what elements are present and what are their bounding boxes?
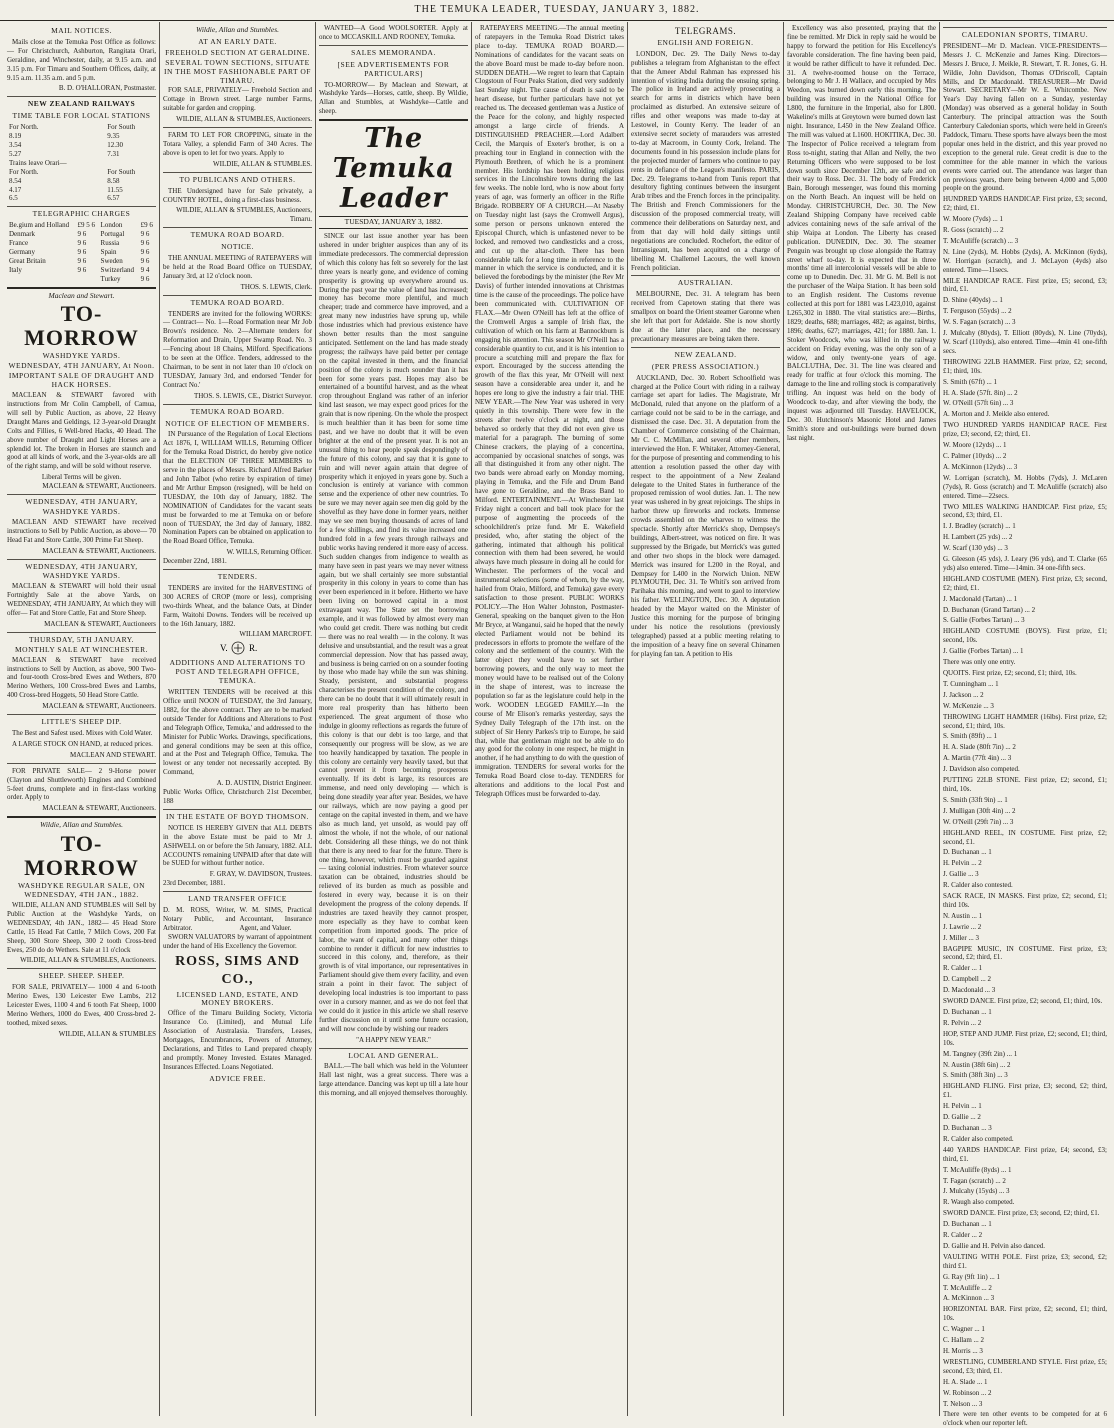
col2-firm-sign-1: WILDIE, ALLAN & STUMBLES, Auctioneers. xyxy=(176,115,312,124)
sports-result-line: J. Macdonald (Tartan) ... 1 xyxy=(943,594,1018,603)
local-news-text: RATEPAYERS MEETING.—The annual meeting of ratepayers in the Temuka Road District takes place to-day. TEMUKA ROAD BOARD.—Nominations of candidates for the vacant seats on the above Board must be made to-day before noon. SUDDEN DEATH.—We regret to learn that Captain Clogstoun of Four Peaks Station, died very suddenly last Sunday night. The cause of death is said to be heart disease, but further particulars have not yet reached us. The deceased gentleman was a Justice of the Peace for the colony, and highly respected amongst a large circle of friends. A DISTINGUISHED PREACHER.—Lord Adalbert Cecil, the Marquis of Exeter's brother, is on a preaching tour in England in connection with the Plymouth Brethren, of which he is a prominent member. His lordship has been holding religious services in the Lincolnshire towns during the last few weeks. The noble lord, who is now about forty years of age, was formerly an officer in the Rifle Brigade. ROBBERY OF A CHURCH.—At Naseby on Tuesday night last (says the Cromwell Argus), some person or persons unknown entered the Episcopal Church, which is unfastened never to be locked, and removed two candlesticks and a cross, and cut up the altar-cloth. There has been considerable talk for a long time in reference to the manner in which the service is conducted, and it is believed the forebodings by the minister (the Rev Mr Davis) of further intended innovations at Christmas time is the cause of the proceedings. The police have been communicated with. CULTIVATION OF FLAX.—Mr Owen O'Neill has left at the office of the Cromwell Argus a sample of Irish flax, the cultivation of which on his farm at Bannockburn is engaging his attention. This season Mr O'Neill has a considerable quantity to cut, and it is his intention to procure a scutching mill and prepare the flax for export. Encouraged by the success attending the growth of the flax this year, Mr O'Neill will next season have a considerable area under it, and he hopes ere long to give the industry a fair trial. THE NEW YEAR.—The New Year was ushered in very quietly in this township. There were few in the streets after twelve o'clock at night, and those behaved so orderly that they did not even give us material for a paragraph. The burning of some Chinese crackers, the playing of a concertina, accompanied by occasional snatches of songs, was all that distinguished it from any other night. The two bands were abroad early on Monday morning, playing in Temuka, and the Fife and Drum Band have gone to Geraldine, and the Brass Band to Milford. ENTERTAINMENT.—At Winchester last Friday night a concert and ball took place for the purpose of augmenting the proceeds of the schoolchildren's prize fund. Mr E. Wakefield presided, who, after stating the object of the gathering, intimated that although his political connection with them had been severed, he would always have much pleasure in doing all he could for Winchester. The performers of the vocal and instrumental selections (some of whom, by the way, hailed from Otaio, Milford, and Temuka) gave every satisfaction to those present. PUBLIC WORKS POLICY.—The Hon Walter Johnston, Postmaster-General, speaking on the banquet given to the Hon Mr Bryce, at Wanganui, said he hoped that the newly elected Parliament would not be behind its predecessors in efforts to promote the welfare of the colony and the settlement of the country. With the latter object they would have to set further borrowing powers, and the only way to meet the money would have to be realised out of the Colony in the shape of interest, was to increase the population so far as the legislature could help in the work. WOODEN LEGGED FAMILY.—In the course of Mr Elison's remarks yesterday, says the Sydney Daily Telegraph of the 17th inst. on the subject of Sir Henry Parkes's trip to Europe, he said that, while that gentleman might not be able to do any good for the colony in one respect, he might in another, if he had anything to do with the question of immigration. TENDERS for several works for the Temuka Road Board close to-day. TENDERS for alterations and additions to the local Post and Telegraph Offices must be forwarded to-day. xyxy=(475,24,624,798)
sports-result-line: D. Buchanan (Grand Tartan) ... 2 xyxy=(943,605,1036,614)
telegraph-charge-row xyxy=(7,230,156,239)
sports-result-line: D. Buchanan ... 1 xyxy=(943,1220,992,1229)
sports-result-line: J. Mulcahy (15yds) ... 3 xyxy=(943,1187,1010,1196)
sports-result-line: J. Davidson also competed. xyxy=(943,765,1020,774)
clerk-sign: THOS. S. LEWIS, Clerk. xyxy=(240,282,312,291)
estate-heading: IN THE ESTATE OF BOYD THOMSON. xyxy=(166,811,309,821)
telegraph-charge-cell: 9 6 xyxy=(77,256,87,265)
wanted-ad: WANTED—A Good WOOLSORTER. Apply at once to MCCASKILL AND ROONEY, Temuka. xyxy=(319,24,468,41)
sports-result-line: S. Smith (38ft 3in) ... 3 xyxy=(943,1071,1008,1080)
publicans-heading: TO PUBLICANS AND OTHERS. xyxy=(179,174,296,184)
masthead: THE TEMUKA LEADER, TUESDAY, JANUARY 3, 1882. xyxy=(0,0,1114,21)
telegraph-charge-cell: £9 6 xyxy=(140,221,153,230)
ross-sims-heading: ROSS, SIMS AND CO., xyxy=(175,953,300,987)
rail-timetable-cell: 11.55 xyxy=(107,185,123,194)
telegraphic-charges-table xyxy=(7,221,156,283)
rail-timetable xyxy=(7,123,156,203)
telegraph-charge-row xyxy=(7,248,156,257)
tomorrow-heading: TO-MORROW xyxy=(24,301,139,351)
newspaper-page xyxy=(4,22,1110,1428)
telegraph-charge-row xyxy=(7,275,156,284)
sports-result-line: W. O'Neill (29ft 7in) ... 3 xyxy=(943,817,1014,826)
sports-result-line: J. Gallie (Forbes Tartan) ... 1 xyxy=(943,647,1024,656)
new-zealand-text: AUCKLAND, Dec. 30. Robert Schoolfield was charged at the Police Court with riding in a railway carriage set apart for ladies. The Magistrate, Mr McDonald, ruled that anyone on the platform of a carriage could not be said to be in the carriage, and dismissed the case. Dec. 31. A deputation from the Chamber of Commerce consisting of the Chairman, Mr C. C. McMillan, and several other members, interviewed the Hon. F. Whitaker, Attorney-General, for the purpose of presenting and commending to his attention a resolution passed the other day with respect to the appointment of a New Zealand delegate to the United States in furtherance of the proposed remission of wool duties. Jan. 1. The new year was ushered in by great rejoicings. The ships in harbor threw up fireworks and rockets. Immense crowds assembled on the wharves to witness the spectacle. Shortly after Merrick's shop, Dempsey's buildings, Albert-street, was noticed on fire. It was suppressed by the Brigade, but Merrick's was gutted and other two shops in the block were damaged. Merrick was insured for L200 in the Royal, and Dempsey for L400 in the Norwich Union. NEW PLYMOUTH, Dec. 31. Te Whiti's son arrived from Parihaka this morning, and went to gaol to interview his father. WELLINGTON, Dec. 30. A deputation headed by the Mayor waited on the Minister of Justice this morning for the purpose of bringing under his notice the resolutions (previously telegraphed) passed at a public meeting relating to the imposition of a heavy fine on several Chinamen for playing fan tan. A petition to His xyxy=(631,373,780,658)
firm-sign-2: MACLEAN & STEWART, Auctioneers. xyxy=(42,546,156,555)
sports-result-line: SACK RACE, IN MASKS. First prize, £2; second, £1; third 10s. xyxy=(943,892,1107,909)
sports-result-line: W. Moore (12yds) ... 1 xyxy=(943,441,1007,450)
washdyke-yards-2: WASHDYKE YARDS. xyxy=(42,506,121,516)
caledonian-sports-text: PRESIDENT—Mr D. Maclean. VICE-PRESIDENTS—Messrs J. C. McKenzie and James King. Directors—Messrs J. Bruce, J. Meikle, R. Stewart, T. R. Jones, G. H. Wildie, John Davidson, Thomas O'Driscoll, Captain Mills, and Dr Macdonald. TREASURER—Mr David Stewart. SECRETARY—Mr W. E. Whitcombe. New Year's Day having fallen on a Sunday, yesterday (Monday) was observed as a general holiday in South Canterbury. The principal attraction was the South Canterbury Caledonian sports, which were held in Green's Paddock, Timaru. These sports have always been the most popular ones held in the district, and this year proved no exception to the general rule. Great credit is due to the committee for the able manner in which the various events were carried out. The attendance was larger than on previous years, there being between 4,000 and 5,000 people on the ground. xyxy=(943,41,1107,193)
rail-timetable-cell: 4.17 xyxy=(9,185,22,194)
sports-result-line: HIGHLAND COSTUME (MEN). First prize, £3; second, £2; third, £1. xyxy=(943,574,1107,592)
sports-result-line: S. Smith (33ft 9in) ... 1 xyxy=(943,795,1008,804)
sheep-dip-heading: LITTLE'S SHEEP DIP. xyxy=(41,717,122,727)
sheep-heading: SHEEP. SHEEP. SHEEP. xyxy=(38,971,125,981)
rail-timetable-row xyxy=(7,159,156,168)
engineer-sign: A. D. AUSTIN, District Engineer. xyxy=(216,779,312,788)
rail-timetable-cell: For North. xyxy=(9,167,39,176)
horse-sale-heading: IMPORTANT SALE OF DRAUGHT AND HACK HORSES. xyxy=(8,371,155,390)
sports-result-line: D. Shine (40yds) ... 1 xyxy=(943,296,1003,305)
marcroft-sign: WILLIAM MARCROFT. xyxy=(239,630,312,639)
postmaster-sign: B. D. O'HALLORAN, Postmaster. xyxy=(58,84,156,93)
winchester-sale-heading: MONTHLY SALE AT WINCHESTER. xyxy=(14,644,149,654)
sports-results-list xyxy=(943,195,1107,1428)
telegraph-charge-cell: 9 6 xyxy=(140,256,150,265)
harvest-tenders-text: TENDERS are invited for the HARVESTING of 300 ACRES of CROP (more or less), comprising two-thirds Wheat, and the balance Oats, at Dinder Farm, Waitohi Downs. Tenders will be received up to the 16th January, 1882. xyxy=(163,583,312,628)
telegraph-charge-row xyxy=(7,239,156,248)
sims-credentials: W. M. SIMS, Practical Accountant, Insurance Agent, and Valuer. xyxy=(239,906,312,932)
sports-result-line: HOP, STEP AND JUMP. First prize, £2; second, £1; third, 10s. xyxy=(943,1029,1107,1047)
royal-crest-icon xyxy=(218,640,258,656)
sports-result-line: H. Lambert (25 yds) ... 2 xyxy=(943,533,1013,542)
fortnightly-sale-text: MACLEAN & STEWART will hold their usual Fortnightly Sale at the above Yards, on WEDNESDAY, 4TH JANUARY, At which they will offer— Fat and Store Cattle, Fat and Store Sheep. xyxy=(7,582,156,618)
sales-memoranda-text: TO-MORROW— By Maclean and Stewart, at Washdyke Yards—Horses, cattle, sheep. By Wildie, Allan and Stumbles, at Washdyke—Cattle and sheep. xyxy=(319,80,468,116)
telegraph-charge-cell: Sweden xyxy=(100,256,123,265)
new-zealand-heading: NEW ZEALAND. xyxy=(674,349,737,359)
election-heading: NOTICE OF ELECTION OF MEMBERS. xyxy=(165,418,310,428)
mail-notices-text: Mails close at the Temuka Post Office as follows:— For Christchurch, Ashburton, Rangitata Orari, Geraldine, and Winchester, daily, at 9.15 a.m. and 3.15 p.m. For Timaru and Southern Offices, daily, at 9.15 a.m. 11.35 a.m. and 5 p.m. xyxy=(7,37,156,82)
rail-timetable-cell: For South xyxy=(107,167,136,176)
washdyke-regular-sale: WASHDYKE REGULAR SALE, ON WEDNESDAY, 4TH JAN., 1882. xyxy=(17,881,146,900)
column-7 xyxy=(940,22,1110,1428)
telegraph-charge-cell: Great Britain xyxy=(9,256,46,265)
sports-result-line: T. McAuliffe ... 2 xyxy=(943,1283,992,1292)
rail-timetable-row xyxy=(7,168,156,177)
telegraph-charge-cell: 9 6 xyxy=(77,230,87,239)
sports-result-line: TWO HUNDRED YARDS HANDICAP RACE. First prize, £3; second, £2; third, £1. xyxy=(943,421,1107,439)
ross-credentials: D. M. ROSS, Writer, Notary Public, and Arbitrator. xyxy=(163,906,236,932)
sports-result-line: HIGHLAND REEL, IN COSTUME. First prize, £2; second, £1. xyxy=(943,828,1107,846)
sports-result-line: W. S. Fagan (scratch) ... 3 xyxy=(943,318,1016,327)
sports-result-line: D. Gallie and H. Pelvin also danced. xyxy=(943,1241,1046,1250)
publicans-text: THE Undersigned have for Sale privately, a COUNTRY HOTEL, doing a first-class business. xyxy=(163,186,312,204)
firm-sign-3: MACLEAN & STEWART, Auctioneers xyxy=(44,619,156,628)
rail-timetable-cell: 6.57 xyxy=(107,194,120,203)
sports-result-line: N. Austin (38ft 6in) ... 2 xyxy=(943,1060,1011,1069)
rail-timetable-row xyxy=(7,177,156,186)
notice-heading: NOTICE. xyxy=(221,242,254,252)
sports-result-line: N. Austin ... 1 xyxy=(943,911,983,920)
advice-free: ADVICE FREE. xyxy=(209,1073,266,1083)
sports-result-line: R. Goss (scratch) ... 2 xyxy=(943,226,1004,235)
sports-result-line: J. Mulcahy (80yds), T. Elliott (80yds), N. Line (70yds), W. Scarf (110yds), also entered. Time—4min 41 one-fifth secs. xyxy=(943,329,1107,355)
sports-result-line: H. Morris ... 3 xyxy=(943,1347,983,1355)
sports-result-line: QUOITS. First prize, £2; second, £1; third, 10s. xyxy=(943,669,1077,677)
large-stock-text: A LARGE STOCK ON HAND, at reduced prices. xyxy=(12,739,153,748)
rail-timetable-cell: 5.27 xyxy=(9,149,22,158)
sports-result-line: A. Martin (77ft 4in) ... 3 xyxy=(943,754,1012,763)
returning-officer-sign: W. WILLS, Returning Officer. xyxy=(226,548,312,557)
col2-firm-sign-3: WILDIE, ALLAN & STUMBLES, Auctioneers, Timaru. xyxy=(176,206,312,224)
sports-result-line: C. Palmer (10yds) ... 2 xyxy=(943,451,1007,460)
telegraph-charge-cell: Germany xyxy=(9,247,36,256)
sports-result-line: T. Fagan (scratch) ... 2 xyxy=(943,1176,1006,1185)
rail-timetable-row xyxy=(7,150,156,159)
firm-sign-7: WILDIE, ALLAN & STUMBLES, Auctioneers. xyxy=(20,956,156,965)
tomorrow-heading-2: TO-MORROW xyxy=(24,831,139,881)
ball-report: BALL.—The ball which was held in the Volunteer Hall last night, was a great success. There was a large attendance. Dancing was kept up till a late hour this morning, and all enjoyed themselves thoroughly. xyxy=(319,1062,468,1098)
english-foreign-heading: ENGLISH AND FOREIGN. xyxy=(657,37,754,47)
telegraph-charge-row xyxy=(7,257,156,266)
was-label: Wildie, Allan and Stumbles. xyxy=(40,820,123,830)
telegraph-charge-cell: £9 5 6 xyxy=(77,221,96,230)
sports-result-line: R. Pelvin ... 2 xyxy=(943,1018,982,1027)
sports-result-line: T. Ferguson (55yds) ... 2 xyxy=(943,307,1012,316)
sports-result-line: H. Pelvin ... 2 xyxy=(943,859,982,868)
telegraph-charge-cell: Be.gium and Holland xyxy=(9,221,70,230)
sports-result-line: J. Lawrie ... 2 xyxy=(943,922,982,931)
col2-firm-sign-2: WILDIE, ALLAN & STUMBLES. xyxy=(213,159,312,168)
freehold-section-heading: FREEHOLD SECTION AT GERALDINE. xyxy=(165,47,310,57)
telegraph-charge-cell xyxy=(76,275,99,284)
telegraph-charge-cell: 9 6 xyxy=(77,265,87,274)
sports-result-line: There was only one entry. xyxy=(943,658,1016,667)
column-6 xyxy=(784,22,940,1416)
sworn-valuators: SWORN VALUATORS by warrant of appointment under the hand of His Excellency the Governor. xyxy=(163,932,312,950)
sports-result-line: T. McAuliffe (8yds) ... 1 xyxy=(943,1165,1012,1174)
sports-result-line: A. McKinnon ... 3 xyxy=(943,1294,995,1303)
sports-result-line: M. Tangney (39ft 2in) ... 1 xyxy=(943,1049,1018,1058)
sports-result-line: J. Gallie ... 3 xyxy=(943,870,979,879)
sale-date-2: WEDNESDAY, 4TH JANUARY, xyxy=(25,497,138,507)
column-2 xyxy=(160,22,316,1416)
english-foreign-text: LONDON, Dec. 29. The Daily News to-day publishes a telegram from Afghanistan to the effect that the Ameer Abdul Rahman has expressed his intention of visiting India during the ensuing spring. The police in Ireland are actively prosecuting a search for arms in districts which have been proclaimed as disturbed. An extensive seizure of rifles and other weapons was made to-day at Lestowel, in County Kerry. The leader of an extensive secret society of marauders was arrested to-day at Macroom, in County Cork, Ireland. The documents found in his possession include plans for the projected murder of farmers who continue to pay rents in defiance of the League's manifesto. PARIS, Dec. 29. Telegrams to-hand from Tunis report that desultory fighting continues between the insurgent Arab tribes and the French forces in the principality. The British and French Commissioners for the discussion of the proposed commercial treaty, will commence their deliberations on Saturday next, and from that day will hold daily sittings until negotiations are concluded. Rochefort, the editor of Intransigeant, has been acquitted on a charge of libelling M. Challemel Lacours, the well known French politician. xyxy=(631,49,780,272)
sheep-sale-text: FOR SALE, PRIVATELY— 1000 4 and 6-tooth Merino Ewes, 130 Leicester Ewe Lambs, 212 Leicester Ewes, 1100 4 and 6 tooth Fat Sheep, 1000 Merino Wethers, 1000 do Ewes, 400 Cross-bred 2-toothed, mixed sexes. xyxy=(7,983,156,1027)
sports-result-line: D. Macdonald ... 3 xyxy=(943,986,996,995)
estate-date: 23rd December, 1881. xyxy=(163,879,226,888)
rail-timetable-cell: Trains leave Orari— xyxy=(9,158,67,167)
election-date: December 22nd, 1881. xyxy=(163,557,227,566)
sports-result-line: N. Line (2yds), M. Hobbs (2yds), A. McKinnon (6yds), W. Horrigan (scratch), and J. McLayon (4yds) also entered. Time—11secs. xyxy=(943,247,1107,274)
telegraph-charge-cell: 9 6 xyxy=(140,247,150,256)
sports-result-line: VAULTING WITH POLE. First prize, £3; second, £2; third £1. xyxy=(943,1252,1107,1270)
rail-timetable-cell: 8.54 xyxy=(9,176,22,185)
happy-new-year: "A HAPPY NEW YEAR." xyxy=(356,1035,431,1044)
firm-sign-8: WILDIE, ALLAN & STUMBLES xyxy=(58,1029,156,1038)
washdyke-yards-3: WASHDYKE YARDS. xyxy=(42,571,121,581)
sports-result-line: J. Miller ... 3 xyxy=(943,933,979,942)
post-office-alterations-heading: ADDITIONS AND ALTERATIONS TO POST AND TELEGRAPH OFFICE, TEMUKA. xyxy=(169,658,306,686)
firm-sign-4: MACLEAN & STEWART, Auctioneers. xyxy=(42,702,156,711)
sports-result-line: J. Mulligan (30ft 4in) ... 2 xyxy=(943,806,1016,815)
was-label-2: Wildie, Allan and Stumbles. xyxy=(196,25,279,34)
ross-sims-subheading: LICENSED LAND, ESTATE, AND MONEY BROKERS. xyxy=(176,989,299,1008)
sports-result-line: W. O'Neill (57ft 6in) ... 3 xyxy=(943,399,1014,408)
sports-result-line: T. Nelson ... 3 xyxy=(943,1399,983,1408)
tenders-heading: TENDERS. xyxy=(217,572,258,582)
telegraph-charge-cell: 9 6 xyxy=(140,239,150,248)
sports-result-line: D. Gallie ... 2 xyxy=(943,1113,981,1122)
rail-timetable-cell xyxy=(105,159,156,168)
road-board-heading-1: TEMUKA ROAD BOARD. xyxy=(190,230,285,240)
sports-result-line: MILE HANDICAP RACE. First prize, £5; second, £3; third, £1. xyxy=(943,276,1107,294)
private-sale-text: FOR PRIVATE SALE— 2 9-Horse power (Clayton and Shuttleworth) Engines and Combined 5-feet drums, complete and in first-class working order. Apply to xyxy=(7,766,156,802)
sports-result-line: H. A. Slade (57ft. 8in) ... 2 xyxy=(943,388,1018,397)
rail-timetable-cell: For North. xyxy=(9,123,39,132)
sports-result-line: T. Cunningham ... 1 xyxy=(943,679,999,688)
sports-result-line: R. Waugh also competed. xyxy=(943,1198,1015,1207)
firm-sign-6: MACLEAN & STEWART, Auctioneers. xyxy=(42,804,156,813)
rail-timetable-row xyxy=(7,194,156,203)
sports-result-line: C. Wagner ... 1 xyxy=(943,1325,985,1334)
sales-memoranda-subheading: [SEE ADVERTISEMENTS FOR PARTICULARS] xyxy=(337,59,450,78)
telegraph-charge-cell: 9 6 xyxy=(77,247,87,256)
railways-heading: NEW ZEALAND RAILWAYS xyxy=(27,99,136,109)
sports-result-line: THROWING LIGHT HAMMER (16lbs). First prize, £2; second, £1; third, 10s. xyxy=(943,712,1107,730)
telegraph-charge-cell: Denmark xyxy=(9,230,36,239)
election-text: IN Pursuance of the Regulation of Local Elections Act 1876, I, WILLIAM WILLS, Returning Officer for the Temuka Road District, do hereby give notice that the ELECTION OF THREE MEMBERS to serve in the places of Messrs. Richard Alfred Barker and John Talbot (who retire by expiration of time) and Mr Arthur Empson (resigned), will be held on TUESDAY, the 10th day of January, 1882. The NOMINATION of Candidates for the vacant seats must be forwarded to me at Temuka on or before noon of TUESDAY, the 3rd day of January, 1882. Nomination Papers can be obtained on application to the Road Board Office, Temuka. xyxy=(163,430,312,546)
rail-timetable-cell: 12.30 xyxy=(107,140,124,149)
sports-result-line: W. McKenzie ... 3 xyxy=(943,701,994,710)
column-1 xyxy=(4,22,160,1416)
sports-result-line: HORIZONTAL BAR. First prize, £2; second, £1; third, 10s. xyxy=(943,1305,1107,1323)
sales-memoranda-heading: SALES MEMORANDA. xyxy=(351,47,436,57)
telegraph-charge-cell: Switzerland xyxy=(100,265,134,274)
private-sale-2-text: FOR SALE, PRIVATELY— Freehold Section and Cottage in Brown street. Large number Farms, suitable for garden and cropping. xyxy=(163,86,312,113)
sports-result-line: THROWING 22LB HAMMER. First prize, £2; second, £1; third, 10s. xyxy=(943,357,1107,375)
sports-result-line: H. Pelvin ... 1 xyxy=(943,1102,982,1111)
rail-timetable-cell: 6.5 xyxy=(9,194,18,203)
telegraph-charge-cell: 9 6 xyxy=(140,230,150,239)
rail-timetable-cell: 9.35 xyxy=(107,132,120,141)
telegraph-charge-cell: London xyxy=(100,221,123,230)
land-transfer-heading: LAND TRANSFER OFFICE xyxy=(188,894,287,904)
rail-timetable-cell: 3.54 xyxy=(9,140,22,149)
sports-result-line: D. Buchanan ... 1 xyxy=(943,848,992,857)
sale-date-4: THURSDAY, 5TH JANUARY. xyxy=(28,634,135,644)
sports-result-line: WRESTLING, CUMBERLAND STYLE. First prize, £5; second, £3; third, £1. xyxy=(943,1357,1107,1375)
sports-result-line: HIGHLAND COSTUME (BOYS). First prize, £1; second, 10s. xyxy=(943,627,1107,645)
sports-result-line: W. Scarf (130 yds) ... 3 xyxy=(943,544,1008,553)
sports-result-line: H. A. Slade (80ft 7in) ... 2 xyxy=(943,743,1016,752)
sports-result-line: C. Hallam ... 2 xyxy=(943,1336,985,1345)
sports-result-line: 440 YARDS HANDICAP. First prize, £4; second, £3; third, £1. xyxy=(943,1145,1107,1163)
telegraph-charge-cell xyxy=(7,275,76,284)
sports-result-line: J. Jackson ... 2 xyxy=(943,690,984,699)
sale-date-3: WEDNESDAY, 4TH JANUARY, xyxy=(25,561,138,571)
public-works-office: Public Works Office, Christchurch 21st December, 188 xyxy=(163,788,312,805)
liberal-terms: Liberal Terms will be given. xyxy=(41,473,122,482)
sports-result-line: TWO MILES WALKING HANDICAP. First prize, £5; second, £3; third, £1. xyxy=(943,502,1107,520)
telegraph-charge-cell: 9 6 xyxy=(77,239,87,248)
sports-result-line: T. McAuliffe (scratch) ... 3 xyxy=(943,236,1019,245)
mail-notices-heading: MAIL NOTICES. xyxy=(51,26,112,35)
sports-result-line: W. Moore (7yds) ... 1 xyxy=(943,215,1004,224)
sports-result-line: SWORD DANCE. First prize, £3; second, £2; third, £1. xyxy=(943,1209,1100,1218)
telegraph-charge-row xyxy=(7,221,156,230)
local-general-heading: LOCAL AND GENERAL. xyxy=(348,1050,439,1060)
rail-timetable-cell: 7.31 xyxy=(107,149,120,158)
surveyor-sign: THOS. S. LEWIS, CE., District Surveyor. xyxy=(193,391,312,400)
sports-result-line: I. J. Bradley (scratch) ... 1 xyxy=(943,522,1016,531)
telegraph-charge-cell: Spain xyxy=(100,247,117,256)
telegraph-charge-cell: Portugal xyxy=(100,230,125,239)
post-office-alterations-text: WRITTEN TENDERS will be received at this Office until NOON of TUESDAY, the 3rd January, 1882, for the above contract. They are to be marked outside 'Tender for Additions and Alterations to Post and Telegraph Office, Temuka,' and addressed to the Minister for Public Works. Drawings, specifications, and general conditions may be seen at this office, and at the Post and Telegraph Office, Temuka. The lowest or any tender not necessarily accepted. By Command, xyxy=(163,688,312,777)
sheep-dip-text: The Best and Safest used. Mixes with Cold Water. xyxy=(12,729,153,737)
railways-subheading: TIME TABLE FOR LOCAL STATIONS xyxy=(12,111,151,121)
rail-timetable-row xyxy=(7,132,156,141)
column-4 xyxy=(472,22,628,1416)
sports-result-line: R. Calder ... 1 xyxy=(943,964,983,973)
telegrams-heading: TELEGRAMS. xyxy=(674,26,737,36)
australian-text: MELBOURNE, Dec. 31. A telegram has been received from Capetown stating that there was smallpox on board the Orient steamer Garonne when she left that port for Adelaide. She is now shortly due at the latter place, and the necessary precautionary measures are being taken there. xyxy=(631,290,780,343)
sports-result-line: W. Robinson ... 2 xyxy=(943,1388,992,1397)
winchester-sale-text: MACLEAN & STEWART have received instructions to Sell by Auction, as above, 900 Two- and four-tooth Cross-bred Ewes and Wethers, 870 Merino Wethers, 100 Cross-bred Ewes and Lambs, 400 Cross-bred Hoggets, 50 Head Store Cattle. xyxy=(7,655,156,700)
newspaper-title: The Temuka Leader xyxy=(332,123,455,215)
column-5 xyxy=(628,22,784,1416)
sports-result-line: S. Gallie (Forbes Tartan) ... 3 xyxy=(943,616,1025,625)
telegraph-charge-cell: Italy xyxy=(9,265,22,274)
road-tenders-text: TENDERS are invited for the following WORKS:— Contract— No. 1—Road Formation near Mr Job Brown's residence. No. 2—Alternate tenders for Reformation and Drain, Upper Swamp Road. No. 3—Fencing about 18 Chains, Milford. Specifications to be seen at the Office. Tenders, addressed to the Chairman, to be sent in not later than 10 o'clock on TUESDAY, January 3rd, and endorsed 'Tender for Contract No.' xyxy=(163,309,312,389)
firm-sign-5: MACLEAN AND STEWART. xyxy=(70,750,156,759)
sports-result-line: HIGHLAND FLING. First prize, £3; second, £2; third, £1. xyxy=(943,1082,1107,1100)
washdyke-yards: WASHDYKE YARDS. xyxy=(42,351,121,361)
sports-result-line: G. Gleeson (45 yds), J. Leary (96 yds), and T. Clarke (65 yds) also entered. Time—14min. 34 one-fifth secs. xyxy=(943,555,1107,572)
rail-timetable-row xyxy=(7,141,156,150)
telegraph-charge-cell: France xyxy=(9,239,29,248)
annual-meeting-text: THE ANNUAL MEETING of RATEPAYERS will be held at the Road Board Office on TUESDAY, January 3rd, at 12 o'clock noon. xyxy=(163,254,312,280)
sports-result-line: W. Lorrigan (scratch), M. Hobbs (7yds), J. McLaren (7yds), R. Goss (scratch) and T. McAuliffe (scratch) also entered. Time—22secs. xyxy=(943,473,1107,500)
sports-result-line: G. Ray (9ft 1in) ... 1 xyxy=(943,1272,1000,1281)
rail-timetable-row xyxy=(7,186,156,195)
sports-result-line: D. Campbell ... 2 xyxy=(943,975,992,984)
telegraph-charge-cell: Turkey xyxy=(100,274,121,283)
telegraph-charge-cell: 9 6 xyxy=(140,274,150,283)
rail-timetable-cell: For South xyxy=(107,123,136,132)
sports-result-line: R. Calder also contested. xyxy=(943,881,1013,890)
sports-result-line: R. Calder also competed. xyxy=(943,1134,1014,1143)
regular-sale-text: WILDIE, ALLAN AND STUMBLES will Sell by Public Auction at the Washdyke Yards, on WEDNESDAY, 4th JAN., 1882— 45 Head Store Cattle, 15 Head Fat Cattle, 7 Milch Cows, 200 Fat Sheep, 300 Store Sheep, 300 2 tooth Cross-bred Ewes, 250 do do Wethers. Sale at 11 o'clock xyxy=(7,900,156,954)
road-board-heading-3: TEMUKA ROAD BOARD. xyxy=(190,406,285,416)
early-date-heading: AT AN EARLY DATE. xyxy=(198,36,277,46)
telegraph-charge-cell: 9 4 xyxy=(140,265,150,274)
firm-sign-1: MACLEAN & STEWART, Auctioneers. xyxy=(42,482,156,491)
trustees-sign: F. GRAY, W. DAVIDSON, Trustees. xyxy=(209,870,312,879)
ross-sims-text: Office of the Timaru Building Society, Victoria Insurance Co. (Limited), and Mutual Life Association of Australasia. Transfers, Leases, Mortgages, Encumbrances, Powers of Attorney, Declarations, and Titles to Land prepared cheaply and promptly. Money Invested. Estates Managed. Insurances Effected. Loans Negotiated. xyxy=(163,1009,312,1071)
telegraphic-charges-heading: TELEGRAPHIC CHARGES xyxy=(32,209,131,219)
town-sections-heading: SEVERAL TOWN SECTIONS, SITUATE IN THE MOST FASHIONABLE PART OF TIMARU. xyxy=(164,57,311,85)
maclean-stewart-label: Maclean and Stewart. xyxy=(48,290,115,300)
telegrams-continued-text: Excellency was also presented, praying that the fine be remitted. Mr Dick in reply said he would be happy to forward the petition for His Excellency's favorable consideration. The fine having been paid, it would be rather difficult to have it refunded. Dec. 31. A twelve-roomed house on the Terrace, belonging to Mr J. H Wallace, and occupied by Mrs Weedon, was burned down early this morning. The building was insured in the National Office for L800, the furniture in the Imperial, also for L800. Wakeline's mills at Greytown were burned down last night. Insurance, L450 in the New Zealand Office. The mill was valued at L1600. HOKITIKA, Dec. 30. The Inspector of Police received a telegram from Ross to-night, stating that Allan and Nelly, the two Returning Officers who were supposed to be lost down south since December 12th, are safe and on their way to Ross. Dec. 31. The body of Frederick Bain, Borough messenger, was found this morning on the North Beach. An inquest will be held on Monday. CHRISTCHURCH, Dec. 30. The New Zealand Shipping Company have received cable advices containing news of the safe arrival of the ship Waipa at London. The Liberty has ceased publication. DUNEDIN, Dec. 30. The steamer Penguin was brought up close alongside the Rattray street wharf to-day. It is expected that in three months' time all intercolonial vessels will be able to come up to Dunedin. Dec. 31. Mr G. M. Bell is not the purchaser of the Waipa Station. It has been sold to an English resident. The Customs revenue collected at this port for 1881 was L423,010, against L265,302 in 1880. The vital statistics are:—Births, 1829; deaths, 688; marriages, 482; as against, births, 1896; deaths, 627; marriages, 421; for 1880. Jan. 1. Stoker Woodcock, who was killed in the railway accident on Friday evening, was the only son of a widow, and only twenty-one years of age. BALCLUTHA, Dec. 31. The line was cleared and ready for traffic at four o'clock this morning. The damage to the line and rolling stock is comparatively trifling. An inquest was held on the body of Woodcock to-day, and after viewing the body, the inquest was adjourned till Tuesday. HAVELOCK, Dec. 30. Hutchinson's Masonic Hotel and James Smith's store and out-buildings were burned down last night. xyxy=(787,24,936,442)
sports-result-line: S. Smith (89ft) ... 1 xyxy=(943,732,998,741)
sports-result-line: R. Calder ... 2 xyxy=(943,1231,983,1240)
rail-timetable-row xyxy=(7,123,156,132)
sports-result-line: D. Buchanan ... 3 xyxy=(943,1123,992,1132)
sports-result-line: S. Smith (67ft) ... 1 xyxy=(943,377,998,386)
rail-timetable-cell: 8.19 xyxy=(9,132,22,141)
sports-result-line: H. A. Slade ... 1 xyxy=(943,1377,988,1386)
sports-result-line: PUTTING 22LB STONE. First prize, £2; second, £1; third, 10s. xyxy=(943,776,1107,793)
road-board-heading-2: TEMUKA ROAD BOARD. xyxy=(190,297,285,307)
sports-result-line: A. Morton and J. Meikle also entered. xyxy=(943,410,1050,419)
cattle-sale-text: MACLEAN AND STEWART have received instructions to Sell by Public Auction, as above— 70 Head Fat and Store Cattle, 300 Prime Fat Sheep. xyxy=(7,517,156,544)
svg-text:V.: V. xyxy=(219,643,228,654)
sports-result-line: SWORD DANCE. First prize, £2; second, £1; third, 10s. xyxy=(943,997,1103,1006)
sports-result-line: HUNDRED YARDS HANDICAP. First prize, £3; second, £2; third, £1. xyxy=(943,195,1107,213)
rail-timetable-cell: 8.58 xyxy=(107,176,120,185)
estate-text: NOTICE IS HEREBY GIVEN that ALL DEBTS in the above Estate must be paid to Mr J. ASHWELL on or before the 5th January, 1882. ALL ACCOUNTS remaining UNPAID after that date will be SUED for without further notice. xyxy=(163,823,312,868)
caledonian-sports-heading: CALEDONIAN SPORTS, TIMARU. xyxy=(961,30,1089,39)
sports-result-line: D. Buchanan ... 1 xyxy=(943,1008,992,1016)
sports-result-line: There were ten other events to be competed for at 6 o'clock when our reporter left. xyxy=(943,1410,1107,1428)
telegraph-charge-row xyxy=(7,266,156,275)
issue-date: TUESDAY, JANUARY 3, 1882. xyxy=(319,216,468,229)
leading-article: SINCE our last issue another year has been ushered in under brighter auspices than any of its immediate predecessors. The commercial depression of which this colony has felt so severely for the last three years is nearly gone, and evidence of coming prosperity is growing up everywhere around us. During the past year the value of land has increased; money has become more plentiful, and much cheaper; trade and commerce have improved, and a great many new industries have sprung up, while those industries which had previous existence have shown better results than the most sanguine anticipated. Settlement on the land has made steady progress; the railways have paid better per centage on the capital invested in them, and the financial position of the colony is much sounder than it has been for some years past. Hopes may also be entertained of a bountiful harvest, and as the wheat crop throughout England was rather of an inferior kind last season, we may expect good prices for the grain that is now ripening. On the whole the prospect is much healthier than it has been for some time past, and we have no doubt that it will be even brighter at the end of the present year. It is not an unusual thing to hear people speak despondingly of the future of this colony, and say that it is gone to ruin and will never again attain that degree of prosperity which it enjoyed in years gone by. Such a conclusion is entirely at variance with common sense and the experience of other new countries. To be sure we may never again see men dig gold by the shovelful as they have done in former years, neither may we see men buying thousands of acres of land for a few shillings, and find its value increased one hundred fold in a few years through railways and public works having rendered it more easy of access. Such sudden changes from indigence to wealth as many have seen in past years we may never witness again, but we shall certainly see more substantial prosperity in this colony in years to come than has ever been experienced in it before. Hitherto we have been living on borrowed capital in a most extravagant way. The State set the borrowing example, and it was followed by almost every man who could get credit. There was nothing but credit — there was no real wealth — in the colony. It was delusive and unsubstantial, and the result was a great commercial depression. Now that has passed away, and business is being carried on on a sounder footing by those who made hay while the sun was shining. Steady, persistent, and substantial progress characterises the present condition of the colony, and there can be no doubt that it will ultimately result in more real prosperity than has hitherto been experienced. The great argument of those who indulge in gloomy reflections as regards the future of this colony is that our debt is too large, and that consequently our progress will be slow, as we are too heavily handicapped by taxation. The people in this colony are certainly very heavily taxed, but that cannot prevent it from becoming prosperous eventually. If its debt is large, its resources are immense, and need only developing — which is being done steadily year after year. Besides, we have our railways, which are now paying a good per centage on the capital invested in them, and we have also as much land, yet unsold, as would pay off almost the whole, if not the whole, of our national debt. Considering all these things, we do not think that there is any need to fear for the future. There is one thing, however, which must be guarded against — taxing colonial industries. From whatever source taxation can be obtained, industries should be relieved of its burden as much as possible and fostered in every way, because it is on their development the progress of the colony depends. If industries are taxed heavily they cannot prosper, more especially as they have to combat keen competition from imported goods. The price of labor, the want of capital, and many other things combine to render it difficult for new industries to succeed in this colony, and, therefore, as their growth is of vital importance, our representatives in Parliament should give them every facility, and even strain a point in their favor. The subject of developing local industries is too important to pass over in a cursory manner, and as we do not feel that we could do it justice in this article we shall reserve further discussion on it until some future occasion, and will now conclude by wishing our readers xyxy=(319,232,468,1033)
farm-to-let-text: FARM TO LET FOR CROPPING, situate in the Totara Valley, a splendid Farm of 340 Acres. The above is open to let for two years. Apply to xyxy=(163,131,312,157)
sports-result-line: A. McKinnon (12yds) ... 3 xyxy=(943,462,1018,471)
column-3 xyxy=(316,22,472,1416)
telegraph-charge-cell: Russia xyxy=(100,239,120,248)
press-association: (PER PRESS ASSOCIATION.) xyxy=(651,361,760,371)
svg-text:R.: R. xyxy=(248,643,257,654)
australian-heading: AUSTRALIAN. xyxy=(677,278,734,288)
sale-date-1: WEDNESDAY, 4TH JANUARY, At Noon. xyxy=(8,361,155,371)
horse-sale-text: MACLEAN & STEWART favored with instructions from Mr Colin Campbell, of Camua, will sell by Public Auction, as above, 22 Heavy Draught Mares and Geldings, 12 3-year-old Draught Colts and Fillies, 6 Well-bred Hacks, 40 Head. The above number of Draught and Light Horses are a splendid lot. The broken in Horses are staunch and good at all kinds of work, and the 3-year-olds are all of the right stamp, and will be sold without reserve. xyxy=(7,391,156,471)
sports-result-line: BAGPIPE MUSIC, IN COSTUME. First prize, £3; second, £2; third, £1. xyxy=(943,944,1107,962)
